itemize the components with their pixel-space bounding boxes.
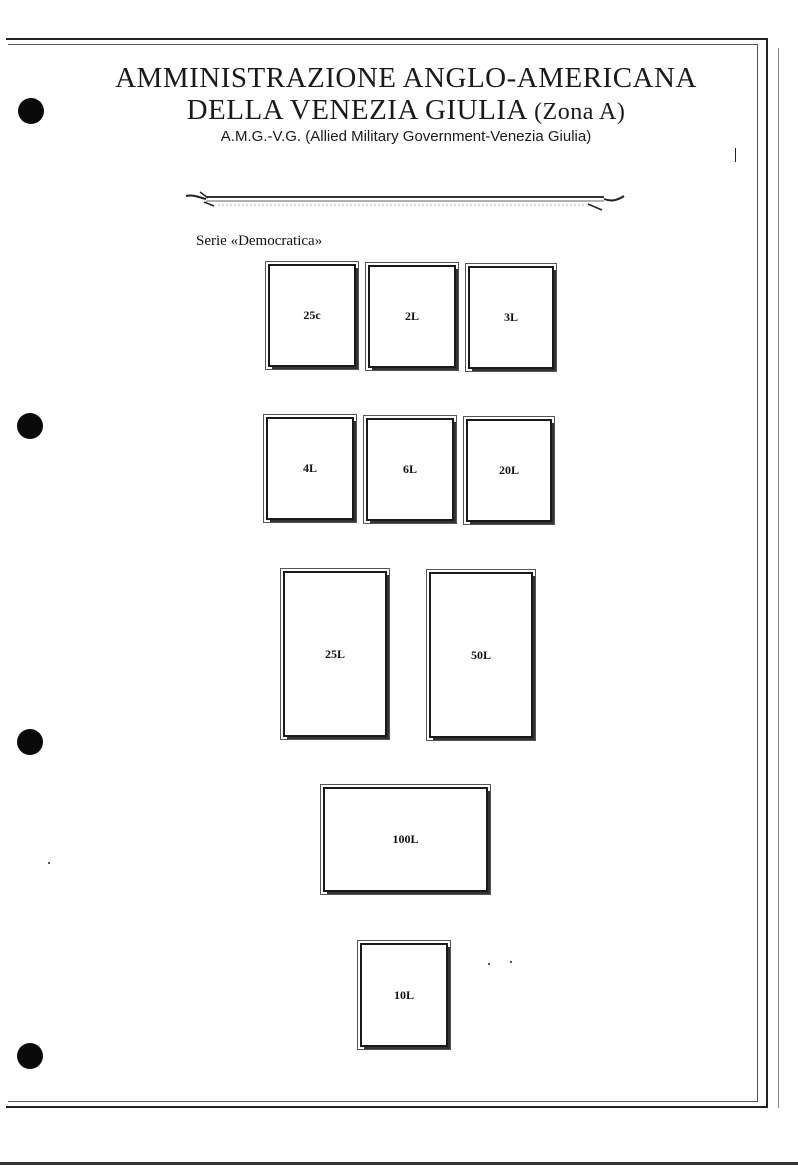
stamp-space-10L [360,943,448,1047]
stamp-space-50L [429,572,533,738]
stamp-space-100L [323,787,488,892]
binder-hole-2 [17,413,43,439]
stamp-space-6L [366,418,454,521]
binder-hole-4 [17,1043,43,1069]
page-title-zona: (Zona A) [534,99,626,125]
stamp-value: 2L [404,309,419,323]
speck-2 [488,963,490,965]
stamp-space-25c [268,264,356,367]
page-title-line1: AMMINISTRAZIONE ANGLO-AMERICANA [115,62,697,94]
binder-hole-3 [17,729,43,755]
series-label: Serie «Democratica» [196,233,323,249]
speck-1 [48,862,50,864]
page-title-line2-main: DELLA VENEZIA GIULIA [186,94,527,126]
stamp-space-20L [466,419,552,522]
speck-3 [510,961,512,963]
stamp-space-2L [368,265,456,368]
margin-tick-mark [735,148,736,162]
page-edge-right [778,48,779,1108]
stamp-value: 100L [392,832,419,846]
stamp-value: 25c [303,308,321,322]
page-subtitle: A.M.G.-V.G. (Allied Military Government-Venezia Giulia) [220,128,592,145]
ornament-divider [184,186,626,212]
stamp-space-25L [283,571,387,737]
stamp-space-3L [468,266,554,369]
stamp-value: 50L [470,647,491,662]
stamp-value: 20L [498,463,519,477]
stamp-value: 4L [302,461,317,475]
stamp-value: 25L [324,646,345,661]
stamp-value: 10L [393,987,414,1002]
stamp-value: 6L [402,462,417,476]
stamp-value: 3L [503,310,518,324]
page-edge-bottom [0,1162,798,1165]
stamp-space-4L [266,417,354,520]
page-title-line2 [0,94,798,127]
